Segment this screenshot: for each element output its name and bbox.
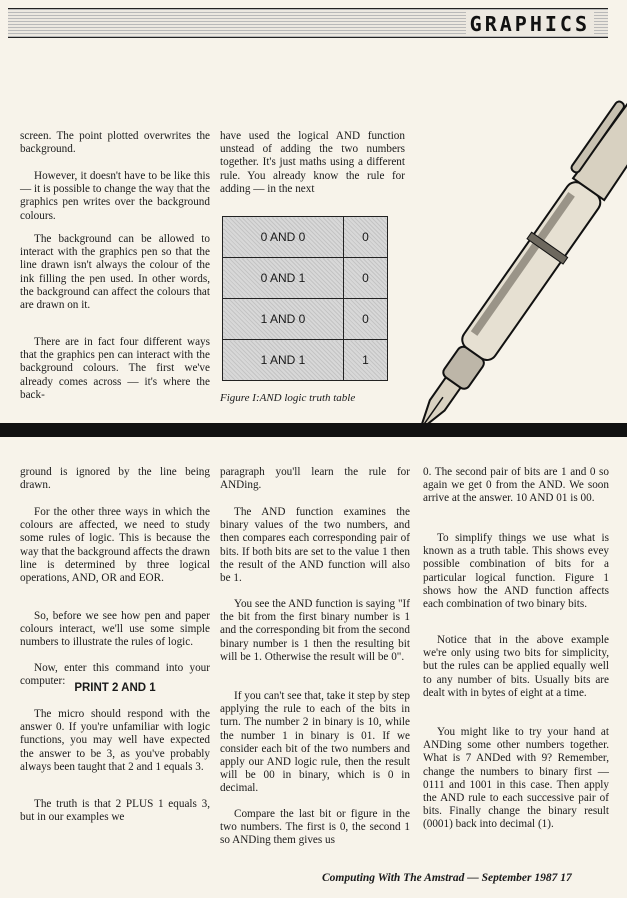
top-col1-para-2: However, it doesn't have to be like this — it is possible to change the way that the graphics pen writes over the background colours. — [20, 170, 210, 222]
bottom-col1-para-2: For the other three ways in which the colours are affected, we need to study some rules of logic. This is because the way that the background affects the drawn line is determined by three logical operations, AND, OR and EOR. — [20, 506, 210, 585]
table-row — [223, 340, 388, 381]
bottom-col1-para-1: ground is ignored by the line being drawn. — [20, 466, 210, 492]
bottom-col2-para-2: The AND function examines the binary values of the two numbers, and then compares each corresponding pair of bits. If both bits are set to the value 1 then the result of the AND function will also be 1. — [220, 506, 410, 585]
divider-band — [0, 423, 627, 437]
truth-table — [222, 216, 388, 386]
table-result: 0 — [344, 217, 388, 258]
bottom-col3-para-4: You might like to try your hand at ANDing some other numbers together. What is 7 ANDed with 9? Remember, change the numbers to binary first — 0111 and 1001 in this case. Then apply the AND rule to each successive pair of bits. Finally change the binary result (0001) back into decimal (1). — [423, 726, 609, 831]
top-col1-para-3: The background can be allowed to interact with the graphics pen so that the line drawn isn't always the colour of the ink filling the pen used. In other words, the background can affect the colours that are drawn on it. — [20, 233, 210, 312]
table-row — [223, 299, 388, 340]
top-col1-para-4: There are in fact four different ways that the graphics pen can interact with the background colours. The first we've already comes across — it's where the back- — [20, 336, 210, 401]
bottom-col3-para-1: 0. The second pair of bits are 1 and 0 so again we get 0 from the AND. We soon arrive at the answer. 10 AND 01 is 00. — [423, 466, 609, 505]
section-title: GRAPHICS — [466, 12, 594, 36]
bottom-col1-para-5: The micro should respond with the answer 0. If you're unfamiliar with logic functions, you may well have expected the answer to be 3, as you've probably always been taught that 2 and 1 equals 3. — [20, 708, 210, 773]
bottom-col2-para-3: You see the AND function is saying "If the bit from the first binary number is 1 and the corresponding bit from the second binary number is 1 then the resulting bit will be 1. Otherwise the result will be 0". — [220, 598, 410, 663]
bottom-col1-para-4: Now, enter this command into your computer: — [20, 662, 210, 688]
command-text: PRINT 2 AND 1 — [74, 682, 156, 694]
bottom-col1-para-3: So, before we see how pen and paper colours interact, we'll use some simple numbers to illustrate the rules of logic. — [20, 610, 210, 649]
bottom-col3-para-2: To simplify things we use what is known as a truth table. This shows evey possible combination of bits for a particular logical function. Figure 1 shows how the AND function affects each combination of two binary bits. — [423, 532, 609, 611]
bottom-col1-para-6: The truth is that 2 PLUS 1 equals 3, but in our examples we — [20, 798, 210, 824]
table-result: 0 — [344, 258, 388, 299]
page-footer: Computing With The Amstrad — September 1987 17 — [322, 872, 572, 884]
bottom-col2-para-1: paragraph you'll learn the rule for ANDing. — [220, 466, 410, 492]
bottom-col2-para-5: Compare the last bit or figure in the two numbers. The first is 0, the second 1 so ANDing them gives us — [220, 808, 410, 847]
top-col1-para-1: screen. The point plotted overwrites the background. — [20, 130, 210, 156]
table-expr: 1 AND 1 — [223, 340, 344, 381]
table-row — [223, 258, 388, 299]
table-expr: 0 AND 0 — [223, 217, 344, 258]
table-result: 0 — [344, 299, 388, 340]
bottom-col3-para-3: Notice that in the above example we're only using two bits for simplicity, but the rules can be applied equally well to any number of bits. Usually bits are dealt with in bytes of eight at a time. — [423, 634, 609, 699]
table-row — [223, 217, 388, 258]
table-expr: 1 AND 0 — [223, 299, 344, 340]
section-header — [8, 8, 608, 38]
figure-caption: Figure I:AND logic truth table — [220, 392, 356, 404]
table-expr: 0 AND 1 — [223, 258, 344, 299]
bottom-col2-para-4: If you can't see that, take it step by step applying the rule to each of the bits in turn. The number 2 in binary is 10, while the number 1 in binary is 01. If we consider each bit of the two numbers and apply our AND logic rule, then the result will be 00 in binary, which is 0 in decimal. — [220, 690, 410, 795]
table-result: 1 — [344, 340, 388, 381]
top-col2-para-1: have used the logical AND function unstead of adding the two numbers together. It's just maths using a different rule. You already know the rule for adding — in the next — [220, 130, 405, 195]
